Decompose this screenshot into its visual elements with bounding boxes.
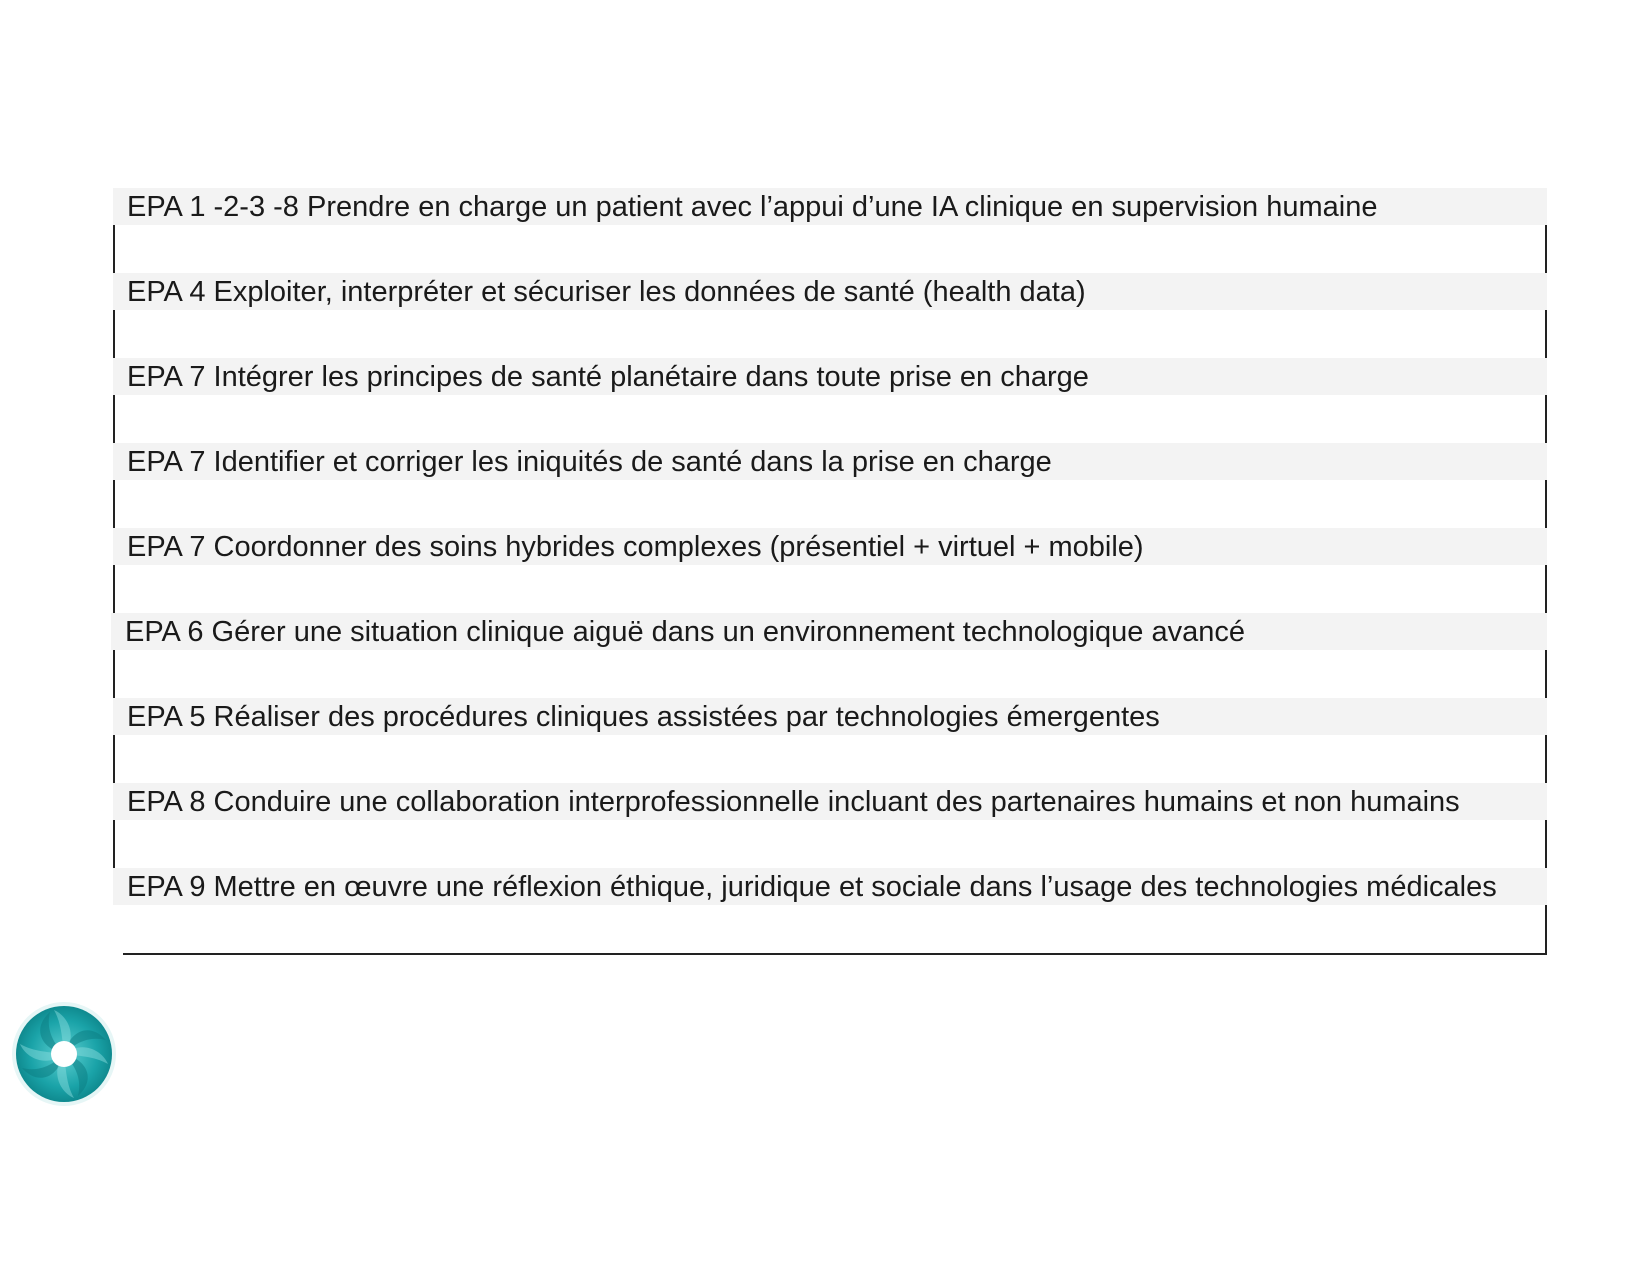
list-item bbox=[113, 528, 1547, 613]
row-connector bbox=[113, 820, 1547, 868]
list-item bbox=[113, 783, 1547, 868]
list-item bbox=[113, 698, 1547, 783]
epa-label: EPA 1 -2-3 -8 Prendre en charge un patient avec l’appui d’une IA clinique en supervision humaine bbox=[113, 188, 1547, 225]
teal-swirl-logo-icon bbox=[10, 1000, 118, 1108]
epa-label: EPA 8 Conduire une collaboration interprofessionnelle incluant des partenaires humains et non humains bbox=[113, 783, 1547, 820]
epa-label: EPA 6 Gérer une situation clinique aiguë dans un environnement technologique avancé bbox=[111, 613, 1547, 650]
list-item bbox=[113, 868, 1547, 955]
row-connector bbox=[113, 225, 1547, 273]
row-connector bbox=[113, 650, 1547, 698]
epa-label: EPA 7 Identifier et corriger les iniquités de santé dans la prise en charge bbox=[113, 443, 1547, 480]
epa-label: EPA 9 Mettre en œuvre une réflexion éthique, juridique et sociale dans l’usage des technologies médicales bbox=[113, 868, 1547, 905]
epa-list bbox=[113, 188, 1547, 955]
row-connector bbox=[113, 480, 1547, 528]
list-item bbox=[113, 613, 1547, 698]
epa-label: EPA 7 Intégrer les principes de santé planétaire dans toute prise en charge bbox=[113, 358, 1547, 395]
list-item bbox=[113, 188, 1547, 273]
list-item bbox=[113, 358, 1547, 443]
epa-label: EPA 4 Exploiter, interpréter et sécuriser les données de santé (health data) bbox=[113, 273, 1547, 310]
row-connector bbox=[113, 565, 1547, 613]
row-connector bbox=[113, 310, 1547, 358]
epa-label: EPA 7 Coordonner des soins hybrides complexes (présentiel + virtuel + mobile) bbox=[113, 528, 1547, 565]
row-connector bbox=[113, 735, 1547, 783]
epa-label: EPA 5 Réaliser des procédures cliniques assistées par technologies émergentes bbox=[113, 698, 1547, 735]
list-item bbox=[113, 273, 1547, 358]
row-connector-last bbox=[123, 905, 1547, 955]
row-connector bbox=[113, 395, 1547, 443]
list-item bbox=[113, 443, 1547, 528]
